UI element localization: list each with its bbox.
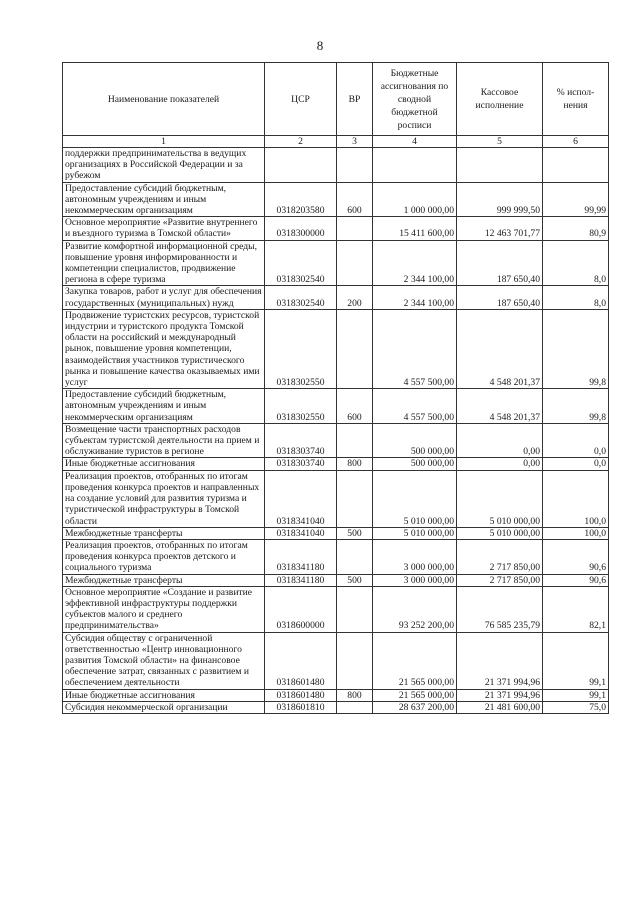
row-vr: [337, 217, 373, 240]
row-name: Иные бюджетные ассигнования: [63, 458, 265, 470]
table-row: [63, 182, 609, 217]
row-vr: [337, 632, 373, 689]
row-vr: 500: [337, 574, 373, 586]
row-vr: 600: [337, 182, 373, 217]
row-budget: 93 252 200,00: [373, 586, 457, 632]
row-pct: 99,1: [543, 632, 609, 689]
row-pct: 99,8: [543, 309, 609, 388]
column-number-row: [63, 136, 609, 148]
row-csr: 0318601480: [265, 632, 337, 689]
row-name: Предоставление субсидий бюджетным, автономным учреждениям и иным некоммерческим организациям: [63, 389, 265, 424]
table-row: [63, 309, 609, 388]
row-budget: 2 344 100,00: [373, 240, 457, 286]
row-name: Основное мероприятие «Создание и развитие эффективной инфраструктуры поддержки субъектов малого и среднего предпринимательства»: [63, 586, 265, 632]
row-cash: 2 717 850,00: [457, 539, 543, 574]
row-budget: 3 000 000,00: [373, 539, 457, 574]
column-number: 3: [337, 136, 373, 148]
row-cash: 76 585 235,79: [457, 586, 543, 632]
row-cash: 12 463 701,77: [457, 217, 543, 240]
row-name: Возмещение части транспортных расходов субъектам туристской деятельности на прием и обслуживание туристов в регионе: [63, 423, 265, 458]
row-csr: 0318302540: [265, 286, 337, 309]
row-pct: 90,6: [543, 574, 609, 586]
row-csr: 0318341040: [265, 527, 337, 539]
table-row: [63, 389, 609, 424]
row-pct: 0,0: [543, 423, 609, 458]
row-budget: 4 557 500,00: [373, 389, 457, 424]
row-pct: 99,1: [543, 689, 609, 701]
table-row: [63, 586, 609, 632]
table-row: [63, 701, 609, 713]
row-name: Основное мероприятие «Развитие внутреннего и въездного туризма в Томской области»: [63, 217, 265, 240]
row-name: Реализация проектов, отобранных по итогам проведения конкурса проектов и направленных на создание условий для развития туризма и туристической инфраструктуры в Томской области: [63, 470, 265, 527]
row-pct: 99,99: [543, 182, 609, 217]
row-vr: 800: [337, 689, 373, 701]
row-name: Реализация проектов, отобранных по итогам проведения конкурса проектов детского и социального туризма: [63, 539, 265, 574]
row-budget: 5 010 000,00: [373, 527, 457, 539]
table-row: [63, 470, 609, 527]
row-budget: 2 344 100,00: [373, 286, 457, 309]
row-name: Развитие комфортной информационной среды, повышение уровня информированности и компетенции специалистов, продвижение региона в сфере туризма: [63, 240, 265, 286]
row-pct: 8,0: [543, 286, 609, 309]
table-row: [63, 217, 609, 240]
row-cash: 5 010 000,00: [457, 470, 543, 527]
row-vr: 200: [337, 286, 373, 309]
row-cash: 0,00: [457, 458, 543, 470]
header-vr: ВР: [337, 63, 373, 136]
header-budget: Бюджетные ассигнования по сводной бюджетной росписи: [373, 63, 457, 136]
table-row: [63, 148, 609, 183]
row-csr: 0318601810: [265, 701, 337, 713]
table-row: [63, 539, 609, 574]
header-cash: Кассовое исполнение: [457, 63, 543, 136]
row-cash: 21 481 600,00: [457, 701, 543, 713]
row-budget: 500 000,00: [373, 458, 457, 470]
row-budget: 21 565 000,00: [373, 689, 457, 701]
row-cash: 21 371 994,96: [457, 689, 543, 701]
row-csr: 0318341180: [265, 574, 337, 586]
row-pct: 100,0: [543, 470, 609, 527]
row-budget: 1 000 000,00: [373, 182, 457, 217]
row-budget: 5 010 000,00: [373, 470, 457, 527]
row-pct: 80,9: [543, 217, 609, 240]
row-cash: 187 650,40: [457, 240, 543, 286]
row-vr: 800: [337, 458, 373, 470]
row-pct: 0,0: [543, 458, 609, 470]
row-csr: 0318302550: [265, 389, 337, 424]
row-budget: 15 411 600,00: [373, 217, 457, 240]
table-row: [63, 574, 609, 586]
row-csr: 0318601480: [265, 689, 337, 701]
row-csr: 0318302540: [265, 240, 337, 286]
row-name: Межбюджетные трансферты: [63, 574, 265, 586]
table-row: [63, 689, 609, 701]
row-vr: [337, 701, 373, 713]
row-name: Субсидия обществу с ограниченной ответственностью «Центр инновационного развития Томской области» на финансовое обеспечение затрат, связанных с развитием и обеспечением деятельности: [63, 632, 265, 689]
row-csr: 0318300000: [265, 217, 337, 240]
row-vr: [337, 240, 373, 286]
row-name: Закупка товаров, работ и услуг для обеспечения государственных (муниципальных) нужд: [63, 286, 265, 309]
row-vr: [337, 586, 373, 632]
table-row: [63, 458, 609, 470]
table-row: [63, 527, 609, 539]
row-pct: 75,0: [543, 701, 609, 713]
row-pct: 100,0: [543, 527, 609, 539]
row-budget: 3 000 000,00: [373, 574, 457, 586]
column-number: 2: [265, 136, 337, 148]
row-vr: [337, 148, 373, 183]
row-vr: [337, 470, 373, 527]
page-number: 8: [316, 38, 324, 53]
row-budget: 21 565 000,00: [373, 632, 457, 689]
header-csr: ЦСР: [265, 63, 337, 136]
row-cash: 4 548 201,37: [457, 389, 543, 424]
row-cash: 187 650,40: [457, 286, 543, 309]
row-budget: 28 637 200,00: [373, 701, 457, 713]
table-row: [63, 286, 609, 309]
row-pct: 8,0: [543, 240, 609, 286]
row-csr: 0318600000: [265, 586, 337, 632]
table-row: [63, 240, 609, 286]
row-vr: [337, 309, 373, 388]
row-pct: [543, 148, 609, 183]
row-budget: [373, 148, 457, 183]
row-cash: [457, 148, 543, 183]
row-cash: 2 717 850,00: [457, 574, 543, 586]
row-csr: 0318302550: [265, 309, 337, 388]
table-row: [63, 423, 609, 458]
budget-execution-table: [62, 62, 609, 714]
row-csr: 0318341180: [265, 539, 337, 574]
row-name: Продвижение туристских ресурсов, туристской индустрии и туристского продукта Томской области на российский и международный рынок, повышение уровня компетенции, взаимодействия участников туристического рынка и повышение качества оказываемых ими услуг: [63, 309, 265, 388]
column-number: 1: [63, 136, 265, 148]
column-number: 6: [543, 136, 609, 148]
row-vr: 500: [337, 527, 373, 539]
row-budget: 500 000,00: [373, 423, 457, 458]
row-pct: 99,8: [543, 389, 609, 424]
row-vr: [337, 423, 373, 458]
row-cash: 5 010 000,00: [457, 527, 543, 539]
row-name: Иные бюджетные ассигнования: [63, 689, 265, 701]
column-number: 5: [457, 136, 543, 148]
row-cash: 4 548 201,37: [457, 309, 543, 388]
row-cash: 999 999,50: [457, 182, 543, 217]
header-name: Наименование показателей: [63, 63, 265, 136]
row-csr: 0318203580: [265, 182, 337, 217]
table-header-row: [63, 63, 609, 136]
row-cash: 0,00: [457, 423, 543, 458]
row-csr: 0318341040: [265, 470, 337, 527]
table-row: [63, 632, 609, 689]
header-pct: % испол-нения: [543, 63, 609, 136]
row-pct: 82,1: [543, 586, 609, 632]
row-pct: 90,6: [543, 539, 609, 574]
row-csr: [265, 148, 337, 183]
row-cash: 21 371 994,96: [457, 632, 543, 689]
row-name: Предоставление субсидий бюджетным, автономным учреждениям и иным некоммерческим организациям: [63, 182, 265, 217]
row-vr: 600: [337, 389, 373, 424]
row-name: поддержки предпринимательства в ведущих организациях в Российской Федерации и за рубежом: [63, 148, 265, 183]
row-csr: 0318303740: [265, 458, 337, 470]
row-csr: 0318303740: [265, 423, 337, 458]
row-vr: [337, 539, 373, 574]
column-number: 4: [373, 136, 457, 148]
row-budget: 4 557 500,00: [373, 309, 457, 388]
row-name: Межбюджетные трансферты: [63, 527, 265, 539]
row-name: Субсидия некоммерческой организации: [63, 701, 265, 713]
